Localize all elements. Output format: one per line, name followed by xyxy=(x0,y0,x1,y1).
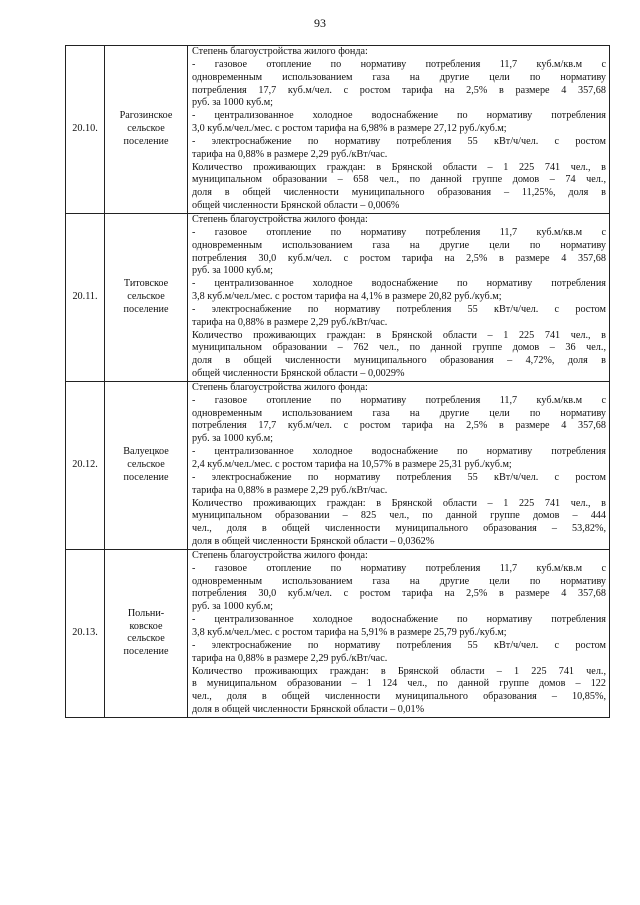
description-line: Степень благоустройства жилого фонда: xyxy=(192,549,368,561)
description-line: потребления 30,0 куб.м/чел. с ростом тарифа на 2,5% в размере 4 357,68 xyxy=(192,588,606,600)
settlement-name-line: Рагозинское xyxy=(119,110,173,122)
description-line: доля в общей численности Брянской области – 0,01% xyxy=(192,704,425,716)
description-line: общей численности Брянской области – 0,0029% xyxy=(192,368,405,380)
description-line: муниципальном образовании – 762 чел., по данной группе домов – 36 чел., xyxy=(192,342,606,354)
description-line: - электроснабжение по нормативу потребления 55 кВт/ч/чел. с ростом xyxy=(192,471,606,483)
description-line: чел., доля в общей численности муниципального образования – 53,82%, xyxy=(192,523,606,535)
table-row xyxy=(66,46,610,214)
settlement-name-line: поселение xyxy=(123,646,169,658)
description-line: Количество проживающих граждан: в Брянской области – 1 225 741 чел., в xyxy=(192,497,606,509)
description-line: потребления 17,7 куб.м/чел. с ростом тарифа на 2,5% в размере 4 357,68 xyxy=(192,84,606,96)
description-line: в муниципальном образовании – 1 124 чел., по данной группе домов – 122 xyxy=(192,678,606,690)
settlement-description xyxy=(188,213,610,381)
settlement-name-line: поселение xyxy=(123,135,169,147)
description-line: - централизованное холодное водоснабжение по нормативу потребления xyxy=(192,446,606,458)
description-line: муниципальном образовании – 825 чел., по данной группе домов – 444 xyxy=(192,510,606,522)
description-line: руб. за 1000 куб.м; xyxy=(192,601,273,613)
settlement-description xyxy=(188,381,610,549)
settlement-name-line: Валуецкое xyxy=(123,446,169,458)
row-number: 20.12. xyxy=(66,381,105,549)
table-row xyxy=(66,549,610,717)
description-line: Количество проживающих граждан: в Брянской области – 1 225 741 чел., в xyxy=(192,329,606,341)
description-line: - электроснабжение по нормативу потребления 55 кВт/ч/чел. с ростом xyxy=(192,639,606,651)
description-line: тарифа на 0,88% в размере 2,29 руб./кВт/час. xyxy=(192,148,388,160)
description-line: руб. за 1000 куб.м; xyxy=(192,265,273,277)
description-line: Степень благоустройства жилого фонда: xyxy=(192,46,368,57)
settlement-name xyxy=(105,46,188,214)
description-line: одновременным использованием газа на другие цели по нормативу xyxy=(192,71,606,83)
description-line: чел., доля в общей численности муниципального образования – 10,85%, xyxy=(192,691,606,703)
description-line: тарифа на 0,88% в размере 2,29 руб./кВт/час. xyxy=(192,316,388,328)
description-line: Количество проживающих граждан: в Брянской области – 1 225 741 чел., xyxy=(192,665,606,677)
description-line: муниципальном образовании – 658 чел., по данной группе домов – 74 чел., xyxy=(192,174,606,186)
description-line: тарифа на 0,88% в размере 2,29 руб./кВт/час. xyxy=(192,652,388,664)
settlement-name-line: поселение xyxy=(123,303,169,315)
description-line: руб. за 1000 куб.м; xyxy=(192,433,273,445)
description-line: 2,4 куб.м/чел./мес. с ростом тарифа на 10,57% в размере 25,31 руб./куб.м; xyxy=(192,459,512,470)
settlement-name xyxy=(105,549,188,717)
settlement-name-line: Польни- xyxy=(127,607,165,619)
row-number: 20.10. xyxy=(66,46,105,214)
row-number: 20.11. xyxy=(66,213,105,381)
settlements-table xyxy=(65,45,610,718)
description-line: Степень благоустройства жилого фонда: xyxy=(192,213,368,225)
description-line: - газовое отопление по нормативу потребления 11,7 куб.м/кв.м с xyxy=(192,394,606,406)
table-row xyxy=(66,213,610,381)
description-line: Количество проживающих граждан: в Брянской области – 1 225 741 чел., в xyxy=(192,161,606,173)
description-line: потребления 30,0 куб.м/чел. с ростом тарифа на 2,5% в размере 4 357,68 xyxy=(192,252,606,264)
table-row xyxy=(66,381,610,549)
description-line: тарифа на 0,88% в размере 2,29 руб./кВт/час. xyxy=(192,484,388,496)
settlement-name-line: сельское xyxy=(127,291,165,303)
description-line: доля в общей численности муниципального образования – 11,25%, доля в xyxy=(192,187,606,199)
description-line: - газовое отопление по нормативу потребления 11,7 куб.м/кв.м с xyxy=(192,226,606,238)
row-number: 20.13. xyxy=(66,549,105,717)
description-line: 3,0 куб.м/чел./мес. с ростом тарифа на 6,98% в размере 27,12 руб./куб.м; xyxy=(192,123,507,135)
description-line: - газовое отопление по нормативу потребления 11,7 куб.м/кв.м с xyxy=(192,58,606,70)
settlement-name-line: Титовское xyxy=(123,278,169,290)
settlement-name xyxy=(105,381,188,549)
description-line: одновременным использованием газа на другие цели по нормативу xyxy=(192,575,606,587)
description-line: Степень благоустройства жилого фонда: xyxy=(192,381,368,393)
description-line: - централизованное холодное водоснабжение по нормативу потребления xyxy=(192,278,606,290)
settlement-name-line: поселение xyxy=(123,471,169,483)
description-line: общей численности Брянской области – 0,006% xyxy=(192,200,400,212)
page-number: 93 xyxy=(314,16,326,30)
settlement-description xyxy=(188,549,610,717)
description-line: доля в общей численности муниципального образования – 4,72%, доля в xyxy=(192,355,606,367)
description-line: - электроснабжение по нормативу потребления 55 кВт/ч/чел. с ростом xyxy=(192,135,606,147)
description-line: доля в общей численности Брянской области – 0,0362% xyxy=(192,536,435,548)
settlement-description xyxy=(188,46,610,214)
settlement-name-line: ковское xyxy=(129,620,163,632)
description-line: 3,8 куб.м/чел./мес. с ростом тарифа на 4,1% в размере 20,82 руб./куб.м; xyxy=(192,291,502,303)
settlement-name xyxy=(105,213,188,381)
settlement-name-line: сельское xyxy=(127,459,165,470)
settlement-name-line: сельское xyxy=(127,633,165,645)
description-line: одновременным использованием газа на другие цели по нормативу xyxy=(192,239,606,251)
description-line: одновременным использованием газа на другие цели по нормативу xyxy=(192,407,606,419)
description-line: - газовое отопление по нормативу потребления 11,7 куб.м/кв.м с xyxy=(192,562,606,574)
description-line: - централизованное холодное водоснабжение по нормативу потребления xyxy=(192,614,606,626)
description-line: - централизованное холодное водоснабжение по нормативу потребления xyxy=(192,110,606,122)
description-line: 3,8 куб.м/чел./мес. с ростом тарифа на 5,91% в размере 25,79 руб./куб.м; xyxy=(192,626,507,638)
description-line: потребления 17,7 куб.м/чел. с ростом тарифа на 2,5% в размере 4 357,68 xyxy=(192,420,606,432)
description-line: - электроснабжение по нормативу потребления 55 кВт/ч/чел. с ростом xyxy=(192,303,606,315)
description-line: руб. за 1000 куб.м; xyxy=(192,97,273,109)
settlement-name-line: сельское xyxy=(127,123,165,135)
table-body xyxy=(66,46,610,718)
